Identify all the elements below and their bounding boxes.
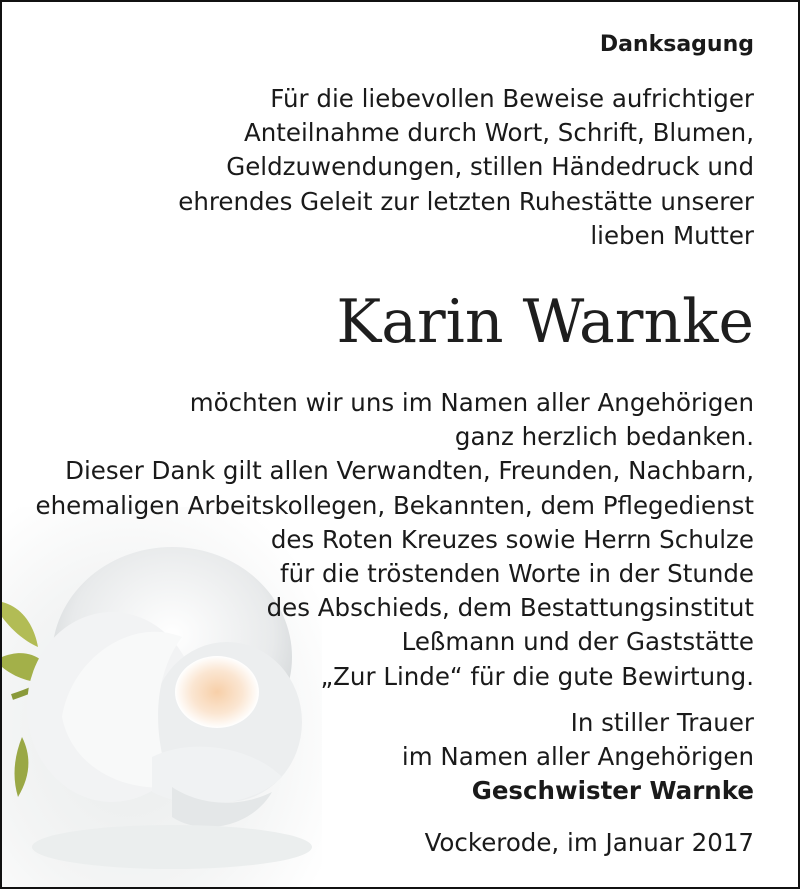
text-line: lieben Mutter	[590, 220, 754, 250]
text-line: Geldzuwendungen, stillen Händedruck und	[226, 152, 754, 182]
text-line: im Namen aller Angehörigen	[401, 742, 754, 772]
place-date: Vockerode, im Januar 2017	[424, 828, 754, 857]
text-line: ehrendes Geleit zur letzten Ruhestätte unserer	[178, 186, 754, 216]
text-line: des Abschieds, dem Bestattungsinstitut	[266, 593, 754, 623]
text-line: Anteilnahme durch Wort, Schrift, Blumen,	[243, 118, 754, 148]
text-line: möchten wir uns im Namen aller Angehörigen	[189, 388, 754, 417]
text-line: des Roten Kreuzes sowie Herrn Schulze	[270, 524, 754, 554]
heading: Danksagung	[599, 32, 754, 57]
text-line: In stiller Trauer	[570, 708, 754, 737]
text-line: ehemaligen Arbeitskollegen, Bekannten, dem Pflegedienst	[35, 490, 754, 520]
intro-paragraph	[178, 82, 754, 253]
signature: Geschwister Warnke	[471, 776, 754, 806]
text-line: Dieser Dank gilt allen Verwandten, Freunden, Nachbarn,	[65, 456, 754, 486]
text-line: für die tröstenden Worte in der Stunde	[279, 559, 754, 589]
thanks-paragraph	[36, 386, 754, 694]
text-line: ganz herzlich bedanken.	[454, 422, 754, 452]
text-line: „Zur Linde“ für die gute Bewirtung.	[320, 661, 754, 691]
closing-paragraph	[402, 706, 754, 809]
text-line: Leßmann und der Gaststätte	[401, 627, 754, 657]
text-line: Für die liebevollen Beweise aufrichtiger	[270, 84, 754, 113]
deceased-name: Karin Warnke	[336, 287, 754, 357]
